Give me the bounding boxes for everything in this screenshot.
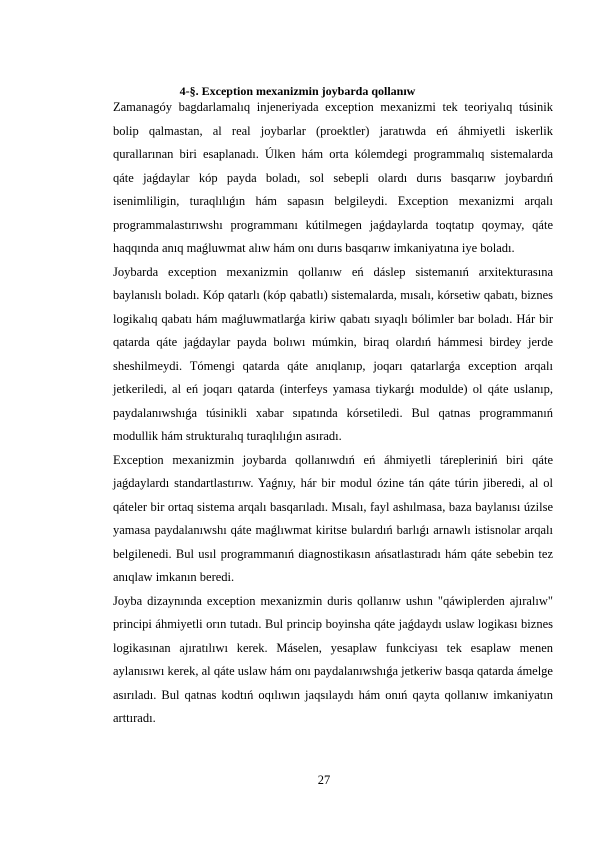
paragraph-4: Joyba dizaynında exception mexanizmin duris qollanıw ushın "qáwiplerden ajıralıw" principi áhmiyetli orın tutadı. Bul princip boyinsha qáte jaǵdaydı uslaw logikası biznes logikasınan ajıratılıwı kerek. Máselen, yesaplaw funkciyası tek esaplaw menen aylanısıwı kerek, al qáte uslaw hám onı paydalanıwshıǵa jetkeriw basqa qatarda ámelge asırıladı. Bul qatnas kodtıń oqılıwın jaqsılaydı hám onıń qayta qollanıw imkaniyatın arttıradı. (113, 593, 553, 725)
paragraph-1: Zamanagóy bagdarlamalıq injeneriyada exception mexanizmi tek teoriyalıq túsinik bolip qalmastan, al real joybarlar (proektler) jaratıwda eń áhmiyetli iskerlik qurallarınan biri esaplanadı. Úlken hám orta kólemdegi programmalıq sistemalarda qáte jaǵdaylar kóp payda boladı, sol sebepli olardı durıs basqarıw joybardıń isenimliligin, turaqlılıǵın hám sapasın belgileydi. Exception mexanizmi arqalı programmalastırıwshı programmanı kútilmegen jaǵdaylarda toqtatıp qoymay, qáte haqqında anıq maǵluwmat alıw hám onı durıs basqarıw imkaniyatına iye boladı. (113, 100, 553, 255)
paragraph-3: Exception mexanizmin joybarda qollanıwdıń eń áhmiyetli tárepleriniń biri qáte jaǵdaylardı standartlastırıw. Yaǵnıy, hár bir modul ózine tán qáte túrin jiberedi, al ol qáteler bir ortaq sistema arqalı basqarıladı. Mısalı, fayl ashılmasa, baza baylanısı úzilse yamasa paydalanıwshı qáte maǵlıwmat kiritse bulardıń barlıǵı arnawlı istisnolar arqalı belgilenedi. Bul usıl programmanıń diagnostikasın ańsatlastıradı hám qáte sebebin tez anıqlaw imkanın beredi. (113, 452, 553, 584)
section-heading: 4-§. Exception mexanizmin joybarda qollanıw (179, 84, 416, 98)
body-text (113, 96, 553, 731)
page-number: 27 (317, 773, 331, 787)
paragraph-2: Joybarda exception mexanizmin qollanıw eń dáslep sistemanıń arxitekturasına baylanıslı boladı. Kóp qatarlı (kóp qabatlı) sistemalarda, mısalı, kórsetiw qabatı, biznes logikalıq qabatı hám maǵluwmatlarǵa kiriw qabatı sıyaqlı bólimler bar boladı. Hár bir qatarda qáte jaǵdaylar payda bolıwı múmkin, biraq olardıń hámmesi birdey jerde sheshilmeydi. Tómengi qatarda qáte anıqlanıp, joqarı qatarlarǵa exception arqalı jetkeriledi, al eń joqarı qatarda (interfeys yamasa tiykarǵı modulde) ol qáte uslanıp, paydalanıwshıǵa túsinikli xabar sıpatında kórsetiledi. Bul qatnas programmanıń modullik hám strukturalıq turaqlılıǵın asıradı. (113, 264, 553, 443)
